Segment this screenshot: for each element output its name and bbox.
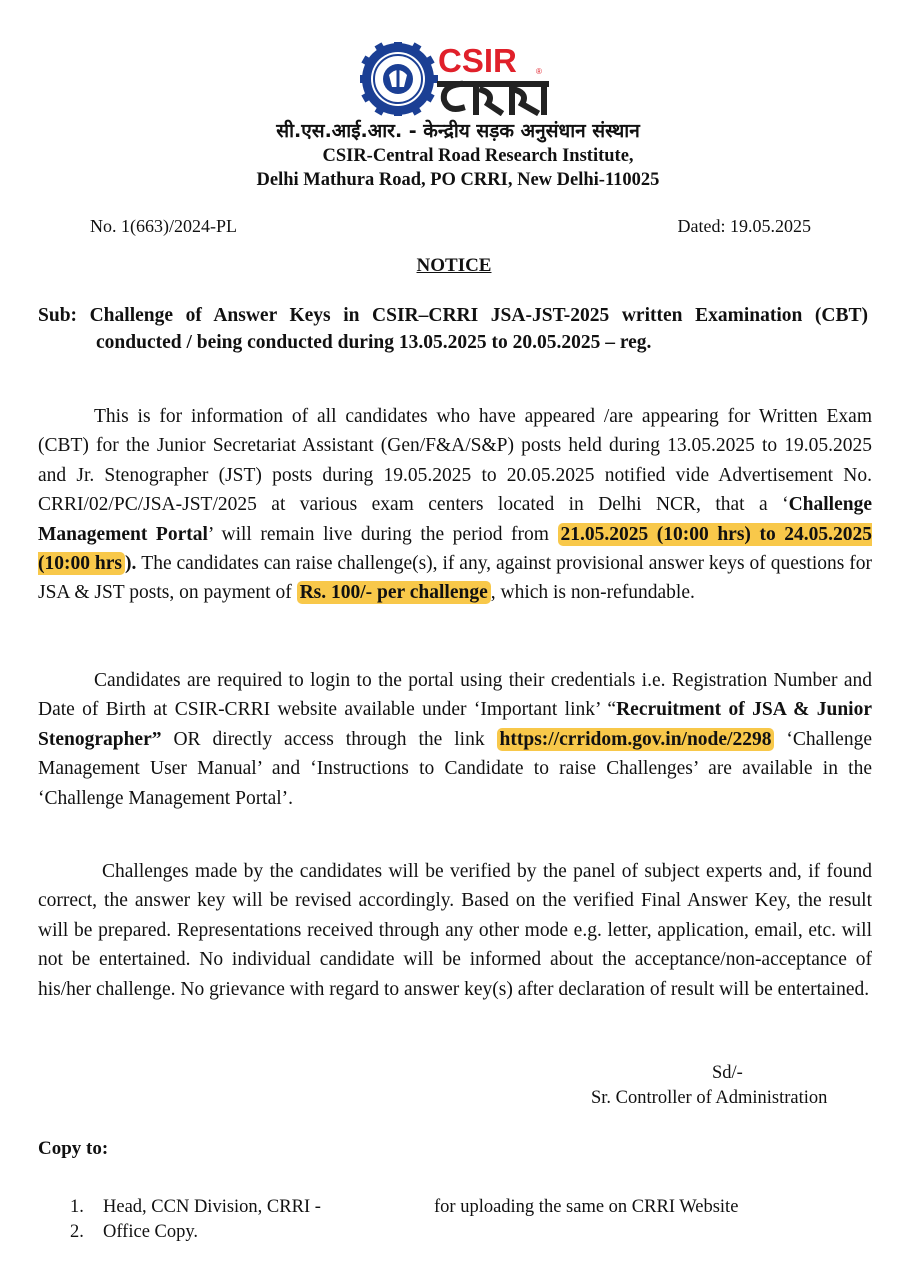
challenge-period-highlight: 21.05.2025 (10:00 hrs) to 24.05.2025 (10:00 hrs — [38, 523, 872, 575]
crri-wordmark-icon — [440, 84, 546, 112]
fee-highlight: Rs. 100/- per challenge — [297, 581, 491, 604]
list-item: 2. Office Copy. — [70, 1222, 199, 1242]
signatory-designation: Sr. Controller of Administration — [591, 1088, 828, 1108]
institute-hindi-name: सी.एस.आई.आर. - केन्द्रीय सड़क अनुसंधान संस्थान — [276, 120, 640, 142]
csir-crri-logo — [360, 42, 550, 116]
copy-to-list — [70, 1195, 739, 1245]
copy-to-heading: Copy to: — [38, 1138, 109, 1159]
csir-emblem-icon — [360, 42, 438, 116]
svg-text:®: ® — [536, 67, 542, 76]
portal-url-link[interactable]: https://crridom.gov.in/node/2298 — [497, 728, 775, 751]
subject-line: Sub: Challenge of Answer Keys in CSIR–CRRI JSA-JST-2025 written Examination (CBT) conducted / being conducted during 13.05.2025 to 20.05.2025 – reg. — [38, 305, 868, 353]
signature-sd: Sd/- — [712, 1063, 743, 1083]
portal-name: Challenge Management Portal — [38, 494, 872, 545]
paragraph-login-info: Candidates are required to login to the portal using their credentials i.e. Registration Number and Date of Birth at CSIR-CRRI website available under ‘Important link’ “Recruitment of JSA & Junior Stenographer” OR directly access through the link https://crridom.gov.in/node/2298 ‘Challenge Management User Manual’ and ‘Instructions to Candidate to raise Challenges’ are available in the ‘Challenge Management Portal’. — [38, 670, 872, 809]
notice-title: NOTICE — [416, 255, 492, 276]
institute-address: Delhi Mathura Road, PO CRRI, New Delhi-110025 — [256, 170, 660, 190]
paragraph-portal-info: This is for information of all candidates who have appeared /are appearing for Written Exam (CBT) for the Junior Secretariat Assistant (Gen/F&A/S&P) posts held during 13.05.2025 to 19.05.2025 and Jr. Stenographer (JST) posts during 19.05.2025 to 20.05.2025 notified vide Advertisement No. CRRI/02/PC/JSA-JST/2025 at various exam centers located in Delhi NCR, that a ‘Challenge Management Portal’ will remain live during the period from 21.05.2025 (10:00 hrs) to 24.05.2025 (10:00 hrs ). The candidates can raise challenge(s), if any, against provisional answer keys of questions for JSA & JST posts, on payment of Rs. 100/- per challenge , which is non-refundable. — [38, 406, 873, 604]
svg-text:CSIR: CSIR — [438, 42, 517, 79]
reference-number: No. 1(663)/2024-PL — [90, 216, 237, 236]
list-item: 1. Head, CCN Division, CRRI - for uploading the same on CRRI Website — [70, 1197, 739, 1217]
institute-name: CSIR-Central Road Research Institute, — [322, 146, 634, 166]
notice-date: Dated: 19.05.2025 — [677, 216, 811, 236]
paragraph-verification-info: Challenges made by the candidates will be verified by the panel of subject experts and, if found correct, the answer key will be revised accordingly. Based on the verified Final Answer Key, the result will be prepared. Representations received through any other mode e.g. letter, application, email, etc. will not be entertained. No individual candidate will be informed about the acceptance/non-acceptance of his/her challenge. No grievance with regard to answer key(s) after declaration of result will be entertained. — [38, 861, 872, 1000]
recruitment-link-name: Recruitment of JSA & Junior Stenographer” — [38, 699, 872, 750]
